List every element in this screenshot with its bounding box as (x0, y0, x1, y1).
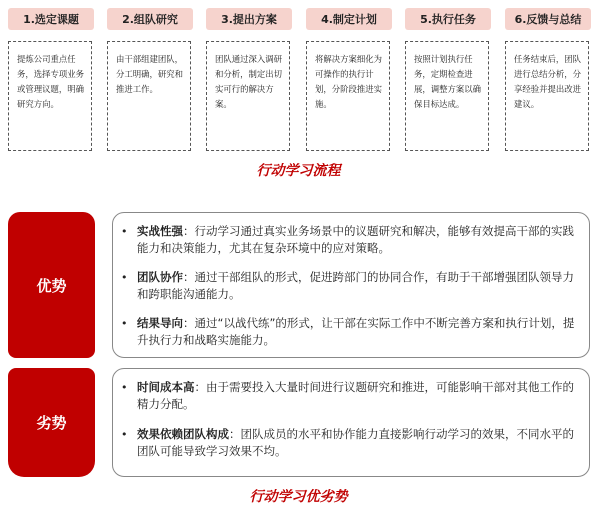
step-4 (306, 8, 392, 109)
advantage-item (121, 223, 581, 257)
step-title: 6.反馈与总结 (505, 8, 591, 30)
step-description: 将解决方案细化为可操作的执行计划，分阶段推进实施。 (306, 41, 390, 151)
compare-caption: 行动学习优劣势 (249, 489, 348, 505)
step-5 (405, 8, 491, 109)
item-term: 结果导向 (137, 316, 183, 330)
process-steps (8, 8, 591, 158)
step-title: 2.组队研究 (107, 8, 193, 30)
advantages-panel (112, 212, 590, 358)
step-1 (8, 8, 94, 109)
step-title: 4.制定计划 (306, 8, 392, 30)
step-description: 按照计划执行任务，定期检查进展，调整方案以确保目标达成。 (405, 41, 489, 151)
item-term: 实战性强 (137, 224, 183, 238)
advantage-item (121, 269, 581, 303)
step-6 (505, 8, 591, 109)
bullet-icon: • (121, 428, 128, 441)
step-description: 任务结束后，团队进行总结分析，分享经验并提出改进建议。 (505, 41, 589, 151)
step-description: 提炼公司重点任务，选择专项业务或管理议题，明确研究方向。 (8, 41, 92, 151)
item-term: 效果依赖团队构成 (137, 427, 229, 441)
process-caption: 行动学习流程 (256, 163, 341, 179)
item-text: ：由于需要投入大量时间进行议题研究和推进，可能影响干部对其他工作的精力分配。 (137, 380, 574, 411)
item-text: ：通过“以战代练”的形式，让干部在实际工作中不断完善方案和执行计划，提升执行力和战略实施能力。 (137, 316, 575, 347)
step-title: 1.选定课题 (8, 8, 94, 30)
step-title: 5.执行任务 (405, 8, 491, 30)
item-text: ：行动学习通过真实业务场景中的议题研究和解决，能够有效提高干部的实践能力和决策能力，尤其在复杂环境中的应对策略。 (137, 224, 574, 255)
step-2 (107, 8, 193, 94)
disadvantages-panel (112, 368, 590, 477)
step-title: 3.提出方案 (206, 8, 292, 30)
disadvantage-item (121, 426, 581, 460)
advantages-label: 优势 (8, 212, 95, 358)
step-3 (206, 8, 292, 109)
bullet-icon: • (121, 271, 128, 284)
step-description: 团队通过深入调研和分析，制定出切实可行的解决方案。 (206, 41, 290, 151)
step-description: 由干部组建团队，分工明确，研究和推进工作。 (107, 41, 191, 151)
bullet-icon: • (121, 317, 128, 330)
disadvantages-label: 劣势 (8, 368, 95, 477)
bullet-icon: • (121, 381, 128, 394)
disadvantage-item (121, 379, 581, 413)
item-text: ：团队成员的水平和协作能力直接影响行动学习的效果，不同水平的团队可能导致学习效果不均。 (137, 427, 574, 458)
item-term: 时间成本高 (137, 380, 195, 394)
advantage-item (121, 315, 581, 349)
item-text: ：通过干部组队的形式，促进跨部门的协同合作，有助于干部增强团队领导力和跨职能沟通能力。 (137, 270, 574, 301)
item-term: 团队协作 (137, 270, 183, 284)
bullet-icon: • (121, 225, 128, 238)
